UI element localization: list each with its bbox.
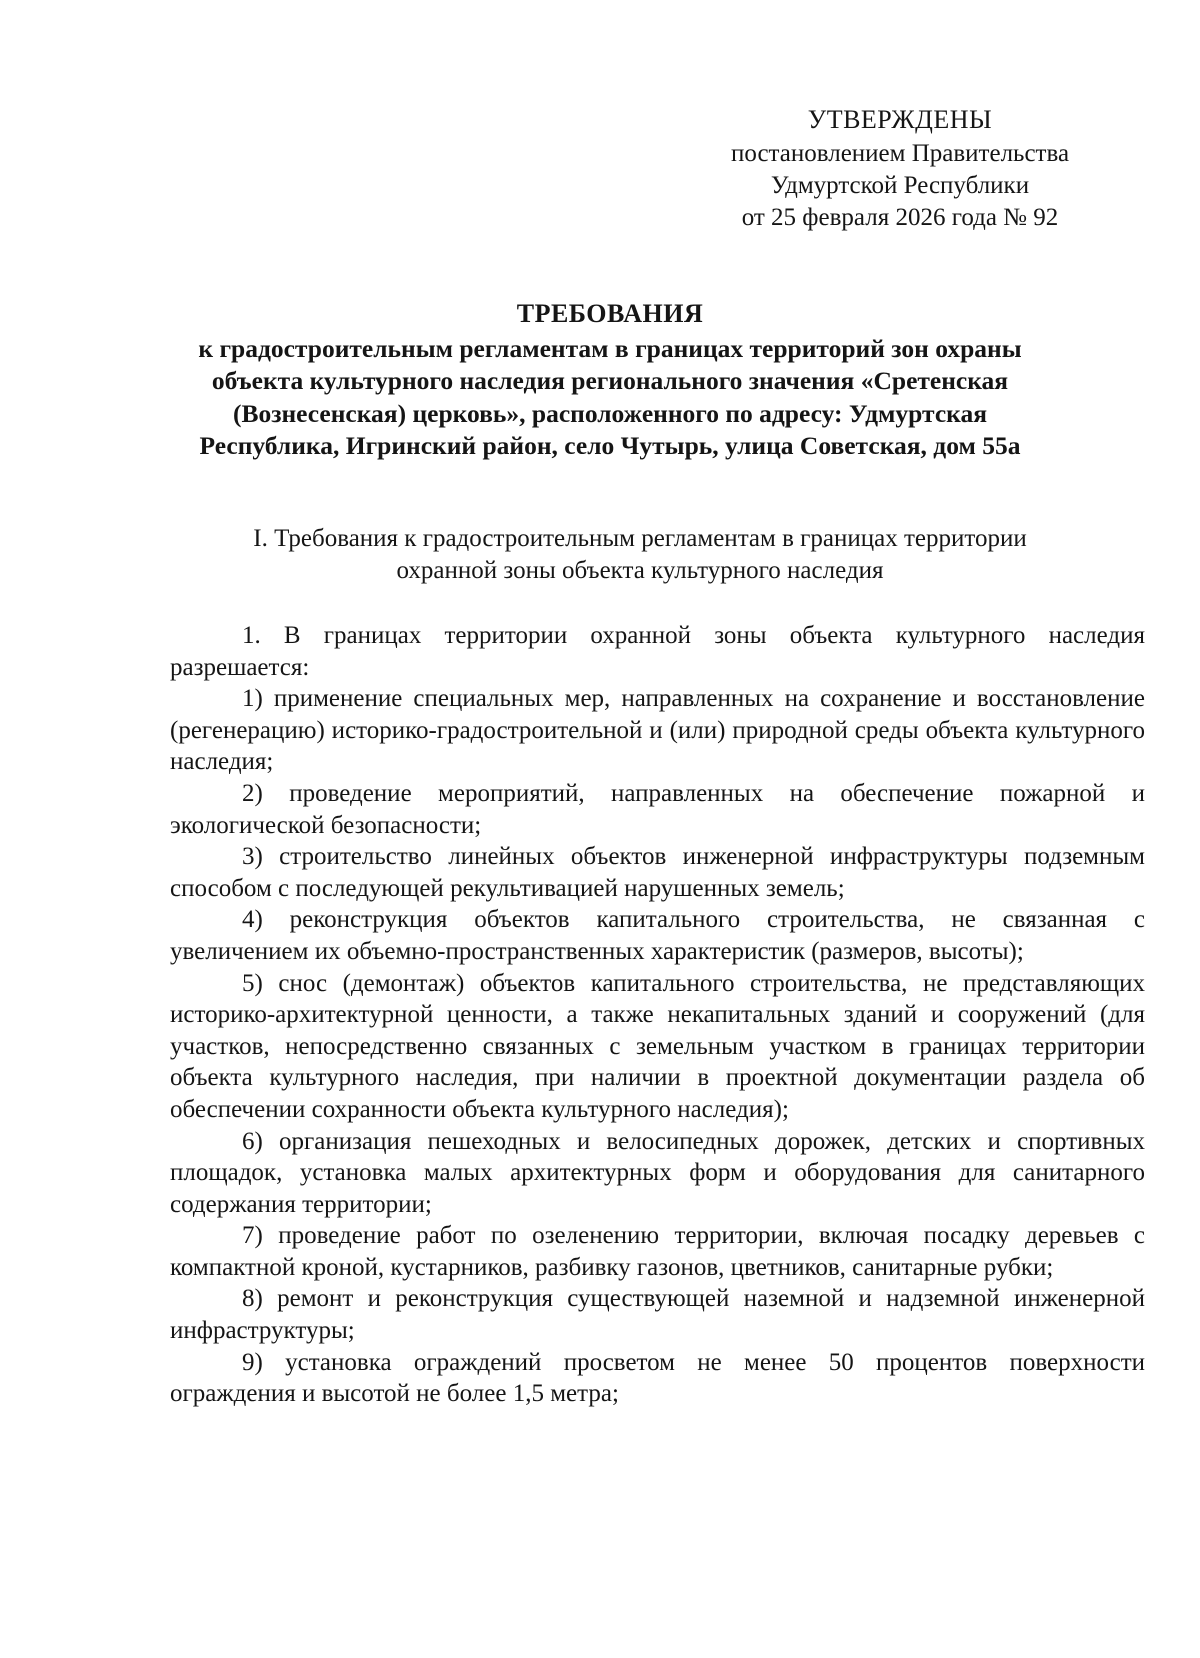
- list-item-paragraph: 8) ремонт и реконструкция существующей наземной и надземной инженерной инфраструктуры;: [170, 1285, 1145, 1345]
- document-subtitle-line: к градостроительным регламентам в границах территорий зон охраны: [198, 333, 1022, 363]
- list-item-paragraph: 2) проведение мероприятий, направленных на обеспечение пожарной и экологической безопасности;: [170, 779, 1145, 839]
- approval-title: УТВЕРЖДЕНЫ: [807, 105, 993, 134]
- document-subtitle-line: Республика, Игринский район, село Чутырь, улица Советская, дом 55а: [199, 431, 1021, 460]
- list-item-paragraph: 6) организация пешеходных и велосипедных дорожек, детских и спортивных площадок, установка малых архитектурных форм и оборудования для санитарного содержания территории;: [170, 1127, 1145, 1218]
- approval-line: от 25 февраля 2026 года № 92: [741, 204, 1059, 231]
- approval-line: Удмуртской Республики: [770, 172, 1030, 199]
- list-item-paragraph: 3) строительство линейных объектов инженерной инфраструктуры подземным способом с последующей рекультивацией нарушенных земель;: [170, 843, 1145, 902]
- list-item-paragraph: 7) проведение работ по озеленению территории, включая посадку деревьев с компактной кроной, кустарников, разбивку газонов, цветников, санитарные рубки;: [170, 1222, 1145, 1281]
- approval-line: постановлением Правительства: [730, 140, 1070, 167]
- clause-paragraph: 1. В границах территории охранной зоны объекта культурного наследия разрешается:: [170, 622, 1145, 681]
- document-title-block: [150, 298, 1070, 463]
- section-heading-line: охранной зоны объекта культурного наследия: [396, 557, 884, 584]
- document-subtitle-line: (Вознесенская) церковь», расположенного по адресу: Удмуртская: [232, 398, 988, 428]
- document-body: [170, 620, 1145, 1410]
- list-item-paragraph: 5) снос (демонтаж) объектов капитального строительства, не представляющих историко-архитектурной ценности, а также некапитальных зданий и сооружений (для участков, непосредственно связанных с земельным участком в границах территории объекта культурного наследия, при наличии в проектной документации раздела об обеспечении сохранности объекта культурного наследия);: [170, 969, 1145, 1123]
- section-heading: [160, 523, 1120, 587]
- document-subtitle-line: объекта культурного наследия регионального значения «Сретенская: [211, 366, 1009, 395]
- list-item-paragraph: 9) установка ограждений просветом не менее 50 процентов поверхности ограждения и высотой не более 1,5 метра;: [170, 1348, 1145, 1408]
- section-heading-line: I. Требования к градостроительным регламентам в границах территории: [253, 525, 1027, 552]
- list-item-paragraph: 1) применение специальных мер, направленных на сохранение и восстановление (регенерацию) историко-градостроительной и (или) природной среды объекта культурного наследия;: [170, 685, 1145, 776]
- document-title: ТРЕБОВАНИЯ: [516, 299, 704, 328]
- approval-stamp-block: [690, 104, 1110, 234]
- list-item-paragraph: 4) реконструкция объектов капитального строительства, не связанная с увеличением их объемно-пространственных характеристик (размеров, высоты);: [170, 906, 1145, 965]
